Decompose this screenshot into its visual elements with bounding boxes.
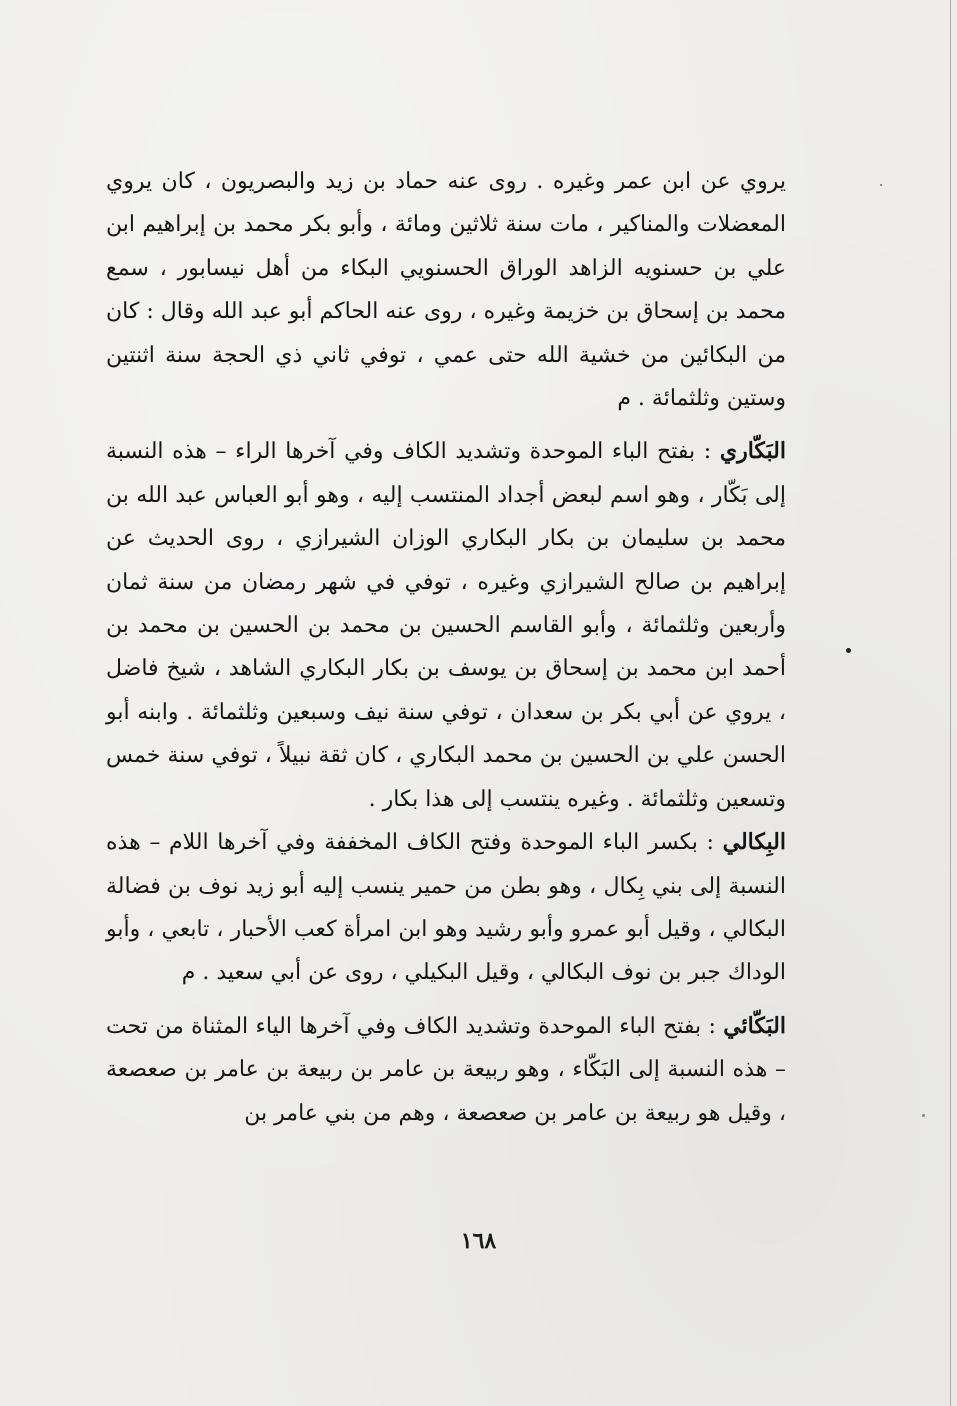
entry-bakkari bbox=[106, 430, 786, 821]
entry-bikali bbox=[106, 821, 786, 995]
main-text bbox=[106, 160, 786, 1135]
entry-term: البَكّاري bbox=[719, 438, 786, 465]
entry-body: : بفتح الباء الموحدة وتشديد الكاف وفي آخرها الياء المثناة من تحت – هذه النسبة إلى البَكّاء ، وهو ربيعة بن عامر بن ربيعة بن عامر بن صعصعة ، وقيل هو ربيعة بن عامر بن صعصعة ، وهم من بني عامر بن bbox=[106, 1013, 786, 1126]
scan-speck bbox=[846, 648, 851, 653]
entry-body: : بكسر الباء الموحدة وفتح الكاف المخففة وفي آخرها اللام – هذه النسبة إلى بني بِكال ، وهو بطن من حمير ينسب إليه أبو زيد نوف بن فضالة البكالي ، وقيل أبو عمرو وأبو رشيد وهو ابن امرأة كعب الأحبار ، تابعي ، وأبو الوداك جبر بن نوف البكالي ، وقيل البكيلي ، روى عن أبي سعيد . م bbox=[106, 830, 786, 986]
entry-bakkai bbox=[106, 1005, 786, 1135]
scan-edge-line bbox=[950, 0, 951, 1406]
paragraph-continuation bbox=[106, 160, 786, 420]
paragraph-body: يروي عن ابن عمر وغيره . روى عنه حماد بن زيد والبصريون ، كان يروي المعضلات والمناكير ، مات سنة ثلاثين ومائة ، وأبو بكر محمد بن إبراهيم ابن علي بن حسنويه الزاهد الوراق الحسنويي البكاء من أهل نيسابور ، سمع محمد بن إسحاق بن خزيمة وغيره ، روى عنه الحاكم أبو عبد الله وقال : كان من البكائين من خشية الله حتى عمي ، توفي ثاني ذي الحجة سنة اثنتين وستين وثلثمائة . م bbox=[106, 169, 786, 412]
scan-speck bbox=[922, 1114, 925, 1117]
entry-term: البَكّائي bbox=[723, 1012, 786, 1039]
entry-body: : بفتح الباء الموحدة وتشديد الكاف وفي آخرها الراء – هذه النسبة إلى بَكّار ، وهو اسم لبعض أجداد المنتسب إليه ، وهو أبو العباس عبد الله بن محمد بن سليمان بن بكار البكاري الوزان الشيرازي ، روى الحديث عن إبراهيم بن صالح الشيرازي وغيره ، توفي في شهر رمضان من سنة ثمان وأربعين وثلثمائة ، وأبو القاسم الحسين بن محمد بن الحسين بن محمد بن أحمد ابن محمد بن إسحاق بن يوسف بن بكار البكاري الشاهد ، شيخ فاضل ، يروي عن أبي بكر بن سعدان ، توفي سنة نيف وسبعين وثلثمائة . وابنه أبو الحسن علي بن الحسين بن محمد البكاري ، كان ثقة نبيلاً ، توفي سنة خمس وتسعين وثلثمائة . وغيره ينتسب إلى هذا بكار . bbox=[106, 439, 786, 812]
page-number: ١٦٨ bbox=[460, 1228, 497, 1254]
scan-speck bbox=[880, 184, 882, 186]
entry-term: البِكالي bbox=[722, 829, 786, 856]
